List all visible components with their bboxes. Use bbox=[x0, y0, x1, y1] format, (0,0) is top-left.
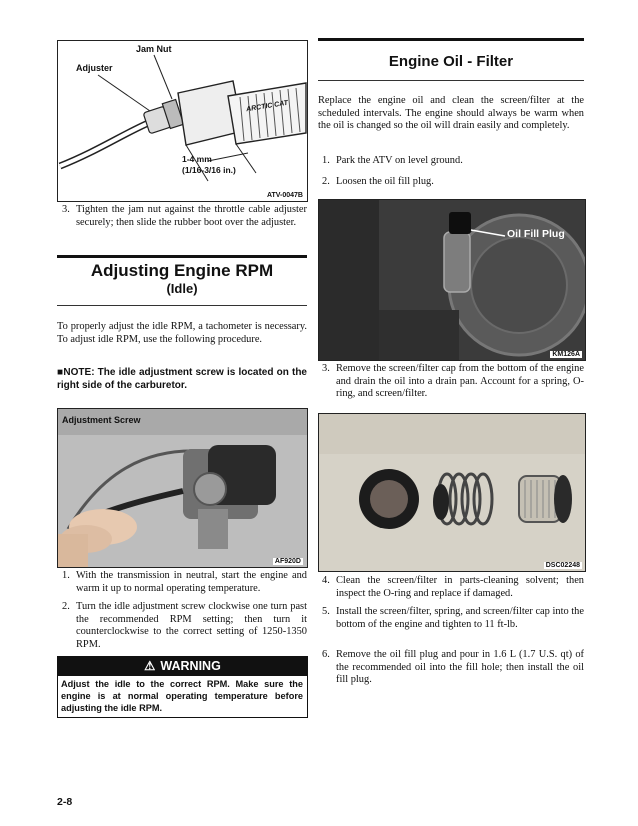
oil-fill-figure bbox=[318, 199, 586, 361]
warning-icon: ⚠ bbox=[144, 659, 156, 673]
note-text: NOTE: The idle adjustment screw is located on the right side of the carburetor. bbox=[57, 367, 307, 391]
carburetor-photo bbox=[58, 409, 307, 567]
rpm-section-title: Adjusting Engine RPM bbox=[90, 261, 274, 280]
figure-label: DSC02248 bbox=[545, 562, 580, 569]
rpm-note bbox=[57, 367, 307, 392]
oil-step-6 bbox=[322, 649, 584, 689]
rpm-section-subtitle: (Idle) bbox=[166, 281, 198, 296]
filter-parts-figure bbox=[318, 413, 586, 572]
step-text: Install the screen/filter, spring, and screen/filter cap into the bottom of the engine and tighten to 11 ft-lb. bbox=[336, 606, 584, 630]
oil-step-5 bbox=[322, 606, 584, 646]
page-number: 2-8 bbox=[57, 796, 73, 808]
oil-section-title: Engine Oil - Filter bbox=[388, 53, 514, 70]
step-number: 5. bbox=[322, 606, 330, 617]
rpm-step-1 bbox=[62, 570, 307, 598]
warning-box bbox=[57, 656, 308, 718]
step-text: With the transmission in neutral, start the engine and warm it up to normal operating temperature. bbox=[76, 570, 307, 594]
section-rule-bottom bbox=[57, 305, 307, 306]
oil-step-1 bbox=[322, 155, 584, 169]
note-bullet: ■ bbox=[57, 367, 64, 378]
adjustment-screw-caption: Adjustment Screw bbox=[62, 415, 141, 425]
step-number: 2. bbox=[322, 176, 330, 187]
throttle-step-3 bbox=[62, 204, 307, 244]
oil-step-2 bbox=[322, 176, 584, 190]
step-number: 1. bbox=[62, 570, 70, 581]
grip-logo-text: ARCTIC CAT bbox=[245, 99, 289, 114]
oil-intro-paragraph: Replace the engine oil and clean the screen/filter at the scheduled intervals. The engine should always be warm when the oil is changed so the oil will drain easily and completely. bbox=[318, 95, 584, 131]
adjuster-callout: Adjuster bbox=[76, 63, 113, 73]
step-number: 4. bbox=[322, 575, 330, 586]
carburetor-figure bbox=[57, 408, 308, 568]
step-number: 1. bbox=[322, 155, 330, 166]
step-number: 2. bbox=[62, 601, 70, 612]
section-rule-bottom bbox=[318, 80, 584, 81]
figure-label: ATV-0047B bbox=[266, 192, 303, 199]
gap-mm-callout: 1-4 mm bbox=[182, 154, 212, 164]
section-rule-top bbox=[57, 255, 307, 258]
step-text: Remove the screen/filter cap from the bottom of the engine and drain the oil into a drain pan. Account for a spring, O-ring, and screen/filter. bbox=[336, 363, 584, 399]
figure-label: AF920D bbox=[274, 558, 301, 565]
figure-label: KM126A bbox=[552, 351, 580, 358]
jam-nut-callout: Jam Nut bbox=[136, 44, 172, 54]
filter-parts-photo bbox=[319, 414, 585, 571]
step-number: 6. bbox=[322, 649, 330, 660]
step-text: Clean the screen/filter in parts-cleaning solvent; then inspect the O-ring and replace if damaged. bbox=[336, 575, 584, 599]
step-text: Park the ATV on level ground. bbox=[336, 155, 463, 166]
gap-in-callout: (1/16-3/16 in.) bbox=[182, 165, 236, 175]
oil-fill-photo bbox=[319, 200, 585, 360]
warning-header bbox=[58, 657, 307, 676]
oil-step-3 bbox=[322, 363, 584, 403]
oil-step-4 bbox=[322, 575, 584, 603]
oil-fill-plug-caption: Oil Fill Plug bbox=[507, 228, 565, 240]
warning-title: WARNING bbox=[160, 659, 221, 673]
rpm-step-2 bbox=[62, 601, 307, 653]
step-text: Remove the oil fill plug and pour in 1.6 L (1.7 U.S. qt) of the recommended oil into the fill hole; then install the oil fill plug. bbox=[336, 649, 584, 685]
step-text: Loosen the oil fill plug. bbox=[336, 176, 434, 187]
step-text: Tighten the jam nut against the throttle cable adjuster securely; then slide the rubber boot over the adjuster. bbox=[76, 204, 307, 228]
rpm-intro-paragraph: To properly adjust the idle RPM, a tachometer is necessary. To adjust idle RPM, use the following procedure. bbox=[57, 321, 307, 345]
warning-text: Adjust the idle to the correct RPM. Make sure the engine is at normal operating temperature before adjusting the idle RPM. bbox=[61, 679, 303, 713]
step-number: 3. bbox=[322, 363, 330, 374]
step-number: 3. bbox=[62, 204, 70, 215]
throttle-cable-figure bbox=[57, 40, 308, 202]
step-text: Turn the idle adjustment screw clockwise one turn past the recommended RPM setting; then turn it counterclockwise to the correct setting of 1250-1350 RPM. bbox=[76, 601, 307, 650]
section-rule-top bbox=[318, 38, 584, 41]
